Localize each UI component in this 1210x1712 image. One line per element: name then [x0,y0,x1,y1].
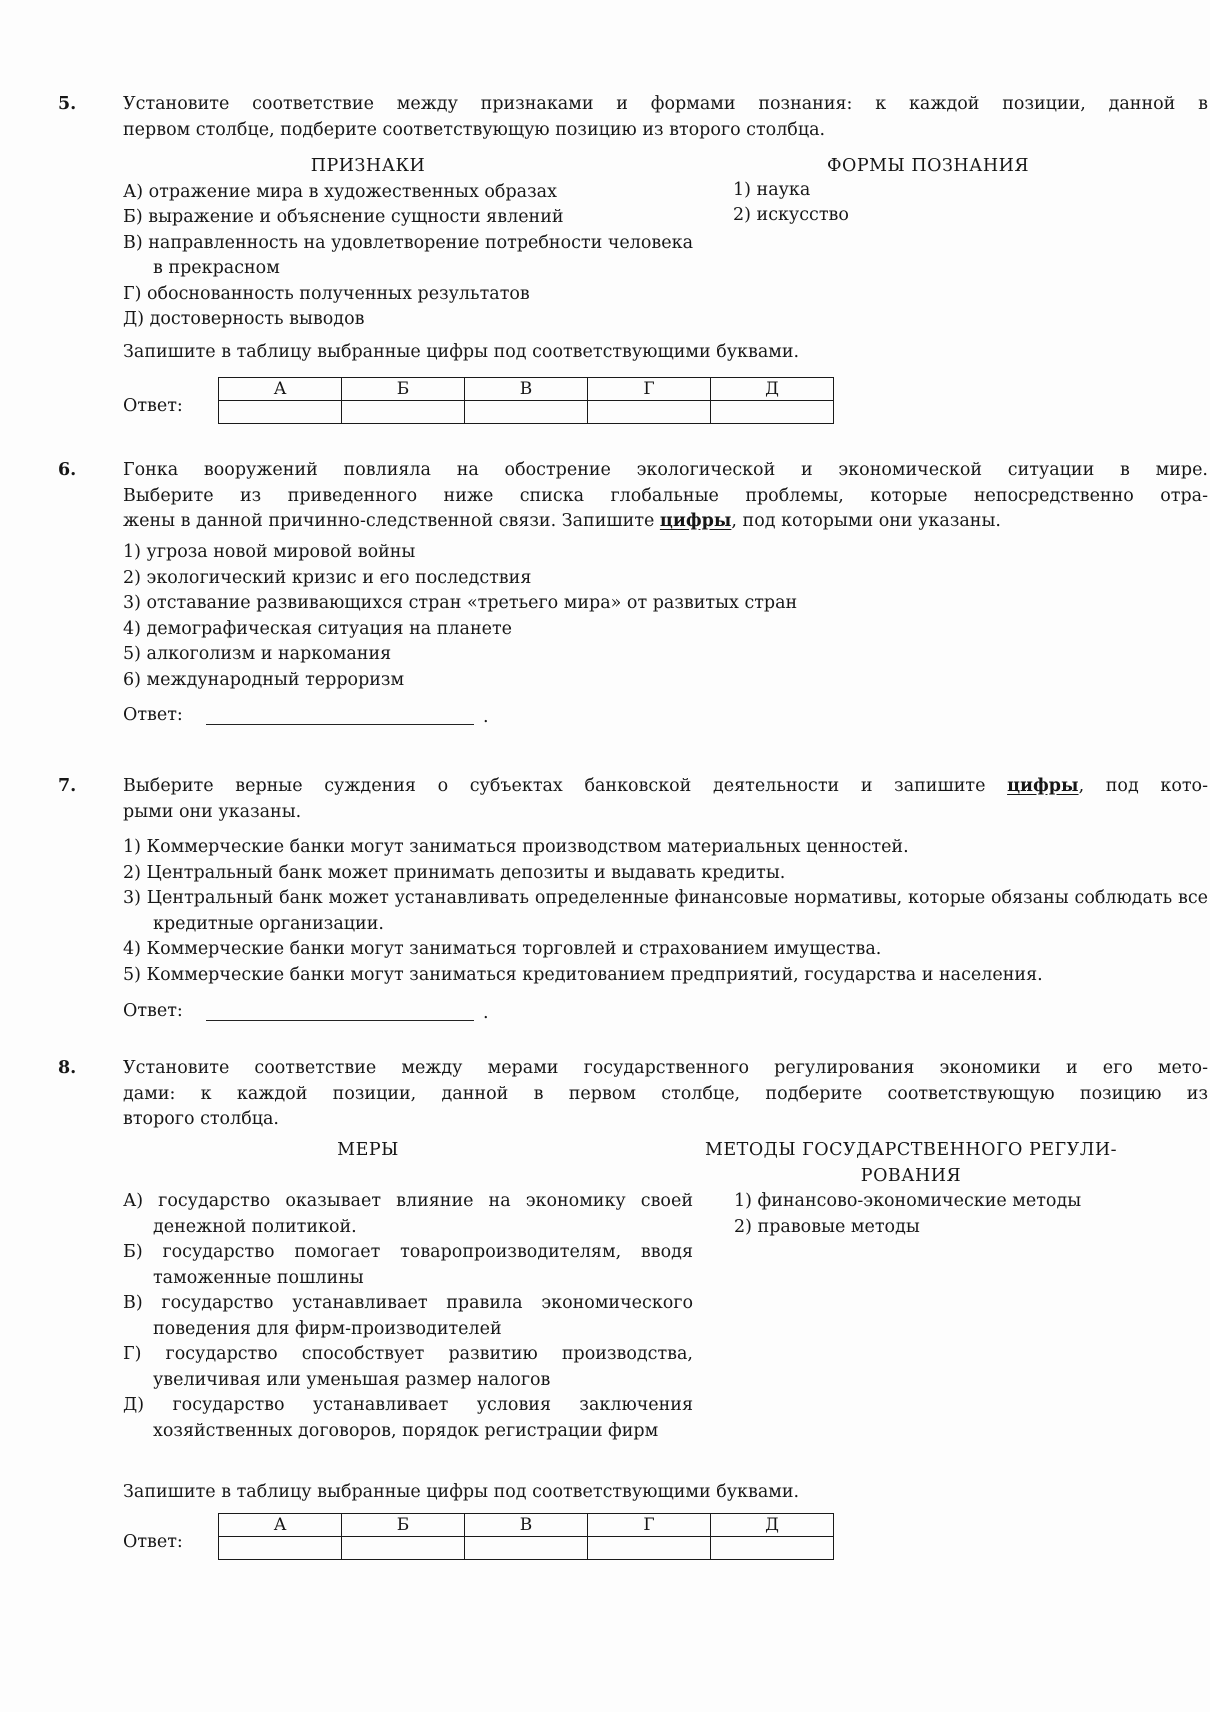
intro-line: второго столбца. [123,1109,279,1129]
intro-line: дами: к каждой позиции, данной в первом столбце, подберите соответствующую позицию из [123,1083,1208,1104]
list-item: 6) международный терроризм [123,669,405,690]
task-number: 8. [58,1058,77,1078]
list-item: Б) выражение и объяснение сущности явлений [123,207,564,227]
task-number: 6. [58,460,77,480]
intro-line: Гонка вооружений повлияла на обострение экологической и экономической ситуации в мире. [123,460,1208,480]
options-list [123,835,1208,988]
intro-line: Выберите из приведенного ниже списка глобальные проблемы, которые непосредственно отра- [123,485,1208,506]
table-header-cell: Д [711,1514,834,1537]
intro-text: , под кото- [1078,776,1208,796]
answer-table [218,377,834,424]
list-item: А) государство оказывает влияние на экономику своей денежной политикой. [123,1191,693,1237]
answer-cell[interactable] [219,401,342,424]
left-column [123,1138,693,1444]
task-intro [123,458,1208,535]
task-intro [123,774,1208,825]
list-item: 2) экологический кризис и его последствия [123,567,532,588]
list-item: 4) демографическая ситуация на планете [123,618,512,639]
list-item: Г) государство способствует развитию производства, увеличивая или уменьшая размер налогов [123,1344,693,1390]
intro-text: жены в данной причинно-следственной связи. Запишите [123,511,660,531]
task-number: 7. [58,776,77,796]
list-item: 4) Коммерческие банки могут заниматься торговлей и страхованием имущества. [123,939,882,959]
list-item: 1) угроза новой мировой войны [123,542,416,562]
emphasis-word: цифры [659,511,732,531]
answer-cell[interactable] [342,1537,465,1560]
instruction: Запишите в таблицу выбранные цифры под соответствующими буквами. [123,1482,800,1502]
right-column [686,1138,1156,1240]
answer-label: Ответ: [123,396,183,416]
answer-label: Ответ: [123,705,183,725]
list-item: 2) правовые методы [734,1216,920,1237]
list-item: Д) государство устанавливает условия заключения хозяйственных договоров, порядок регистрации фирм [123,1395,693,1441]
table-header-cell: В [465,1514,588,1537]
column-header: ФОРМЫ ПОЗНАНИЯ [826,156,1030,176]
answer-cell[interactable] [465,1537,588,1560]
list-item: 3) отставание развивающихся стран «третьего мира» от развитых стран [123,593,798,613]
answer-field[interactable] [206,998,474,1021]
answer-cell[interactable] [588,1537,711,1560]
intro-text: , под которыми они указаны. [731,511,1001,531]
task-intro [123,92,1208,143]
table-header-cell: Г [588,378,711,401]
emphasis-word: цифры [1007,776,1079,796]
table-header-cell: А [219,378,342,401]
table-header-cell: А [219,1514,342,1537]
answer-label: Ответ: [123,1001,183,1021]
left-column [123,154,693,333]
answer-table [218,1513,834,1560]
answer-cell[interactable] [588,401,711,424]
intro-line [123,774,1208,800]
list-item: А) отражение мира в художественных образах [123,181,557,202]
list-item: Д) достоверность выводов [123,309,365,329]
task-number: 5. [58,94,77,114]
table-header-cell: Д [711,378,834,401]
list-item: 3) Центральный банк может устанавливать определенные финансовые нормативы, которые обязаны соблюдать все кредитные организации. [123,888,1208,934]
intro-line: Установите соответствие между мерами государственного регулирования экономики и его мето- [123,1058,1208,1078]
list-item: Б) государство помогает товаропроизводителям, вводя таможенные пошлины [123,1242,693,1288]
right-column [733,154,1153,229]
end-dot: . [483,1003,489,1023]
answer-cell[interactable] [219,1537,342,1560]
column-header: МЕТОДЫ ГОСУДАРСТВЕННОГО РЕГУЛИ-РОВАНИЯ [704,1140,1118,1186]
column-header: ПРИЗНАКИ [310,156,426,176]
end-dot: . [483,707,489,727]
table-header-cell: Б [342,378,465,401]
table-header-cell: Г [588,1514,711,1537]
options-list [123,540,1208,693]
intro-line [123,509,1208,535]
list-item: 1) Коммерческие банки могут заниматься производством материальных ценностей. [123,837,909,857]
list-item: В) направленность на удовлетворение потребности человека в прекрасном [123,232,693,278]
instruction: Запишите в таблицу выбранные цифры под соответствующими буквами. [123,342,800,362]
answer-field[interactable] [206,702,474,725]
answer-label: Ответ: [123,1532,183,1552]
answer-cell[interactable] [711,1537,834,1560]
answer-cell[interactable] [342,401,465,424]
list-item: В) государство устанавливает правила экономического поведения для фирм-производителей [123,1293,693,1339]
list-item: 5) алкоголизм и наркомания [123,644,392,664]
answer-cell[interactable] [465,401,588,424]
list-item: 2) искусство [733,205,849,225]
intro-text: Выберите верные суждения о субъектах банковской деятельности и запишите [123,776,1008,796]
answer-cell[interactable] [711,401,834,424]
intro-line: Установите соответствие между признаками и формами познания: к каждой позиции, данной в [123,94,1208,114]
list-item: 1) финансово-экономические методы [734,1191,1082,1211]
list-item: 1) наука [733,179,811,200]
table-header-cell: В [465,378,588,401]
intro-line: первом столбце, подберите соответствующую позицию из второго столбца. [123,119,826,140]
intro-line: рыми они указаны. [123,801,302,822]
column-header: МЕРЫ [337,1140,399,1160]
table-header-cell: Б [342,1514,465,1537]
list-item: 5) Коммерческие банки могут заниматься кредитованием предприятий, государства и населения. [123,964,1043,985]
list-item: Г) обоснованность полученных результатов [123,283,530,304]
list-item: 2) Центральный банк может принимать депозиты и выдавать кредиты. [123,862,786,883]
task-intro [123,1056,1208,1133]
